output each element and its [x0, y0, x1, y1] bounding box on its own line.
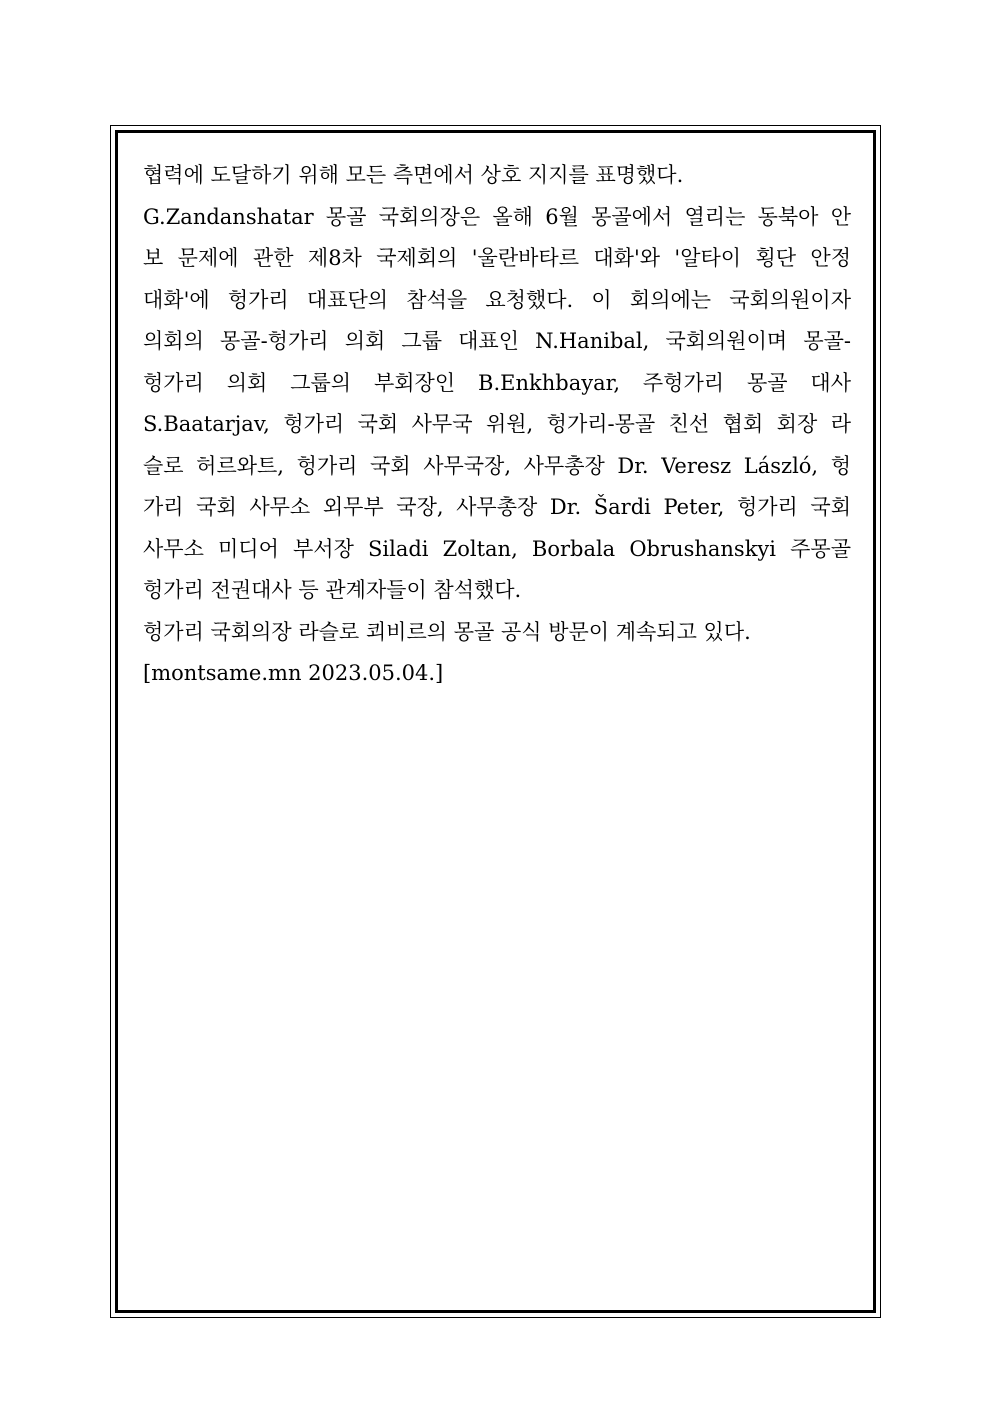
text-line: 헝가리 의회 그룹의 부회장인 B.Enkhbayar, 주헝가리 몽골 대사: [143, 370, 851, 395]
text-line: 가리 국회 사무소 외무부 국장, 사무총장 Dr. Šardi Peter, 헝가리 국회: [143, 495, 851, 519]
text-line: 보 문제에 관한 제8차 국제회의 '울란바타르 대화'와 '알타이 횡단 안정: [143, 246, 851, 270]
text-line: 헝가리 국회의장 라슬로 쾨비르의 몽골 공식 방문이 계속되고 있다.: [143, 619, 751, 644]
source-citation: [montsame.mn 2023.05.04.]: [143, 661, 444, 685]
text-line: 헝가리 전권대사 등 관계자들이 참석했다.: [143, 578, 522, 602]
text-line: 대화'에 헝가리 대표단의 참석을 요청했다. 이 회의에는 국회의원이자: [143, 287, 851, 312]
text-line: 슬로 허르와트, 헝가리 국회 사무국장, 사무총장 Dr. Veresz László, 헝: [143, 453, 851, 478]
text-line: 사무소 미디어 부서장 Siladi Zoltan, Borbala Obrushanskyi 주몽골: [143, 536, 851, 561]
text-line: G.Zandanshatar 몽골 국회의장은 올해 6월 몽골에서 열리는 동북아 안: [143, 204, 851, 229]
text-line: S.Baatarjav, 헝가리 국회 사무국 위원, 헝가리-몽골 친선 협회 회장 라: [143, 412, 851, 436]
article-body: [143, 155, 851, 695]
text-line: 의회의 몽골-헝가리 의회 그룹 대표인 N.Hanibal, 국회의원이며 몽골-: [143, 329, 851, 353]
text-line: 협력에 도달하기 위해 모든 측면에서 상호 지지를 표명했다.: [143, 163, 684, 187]
